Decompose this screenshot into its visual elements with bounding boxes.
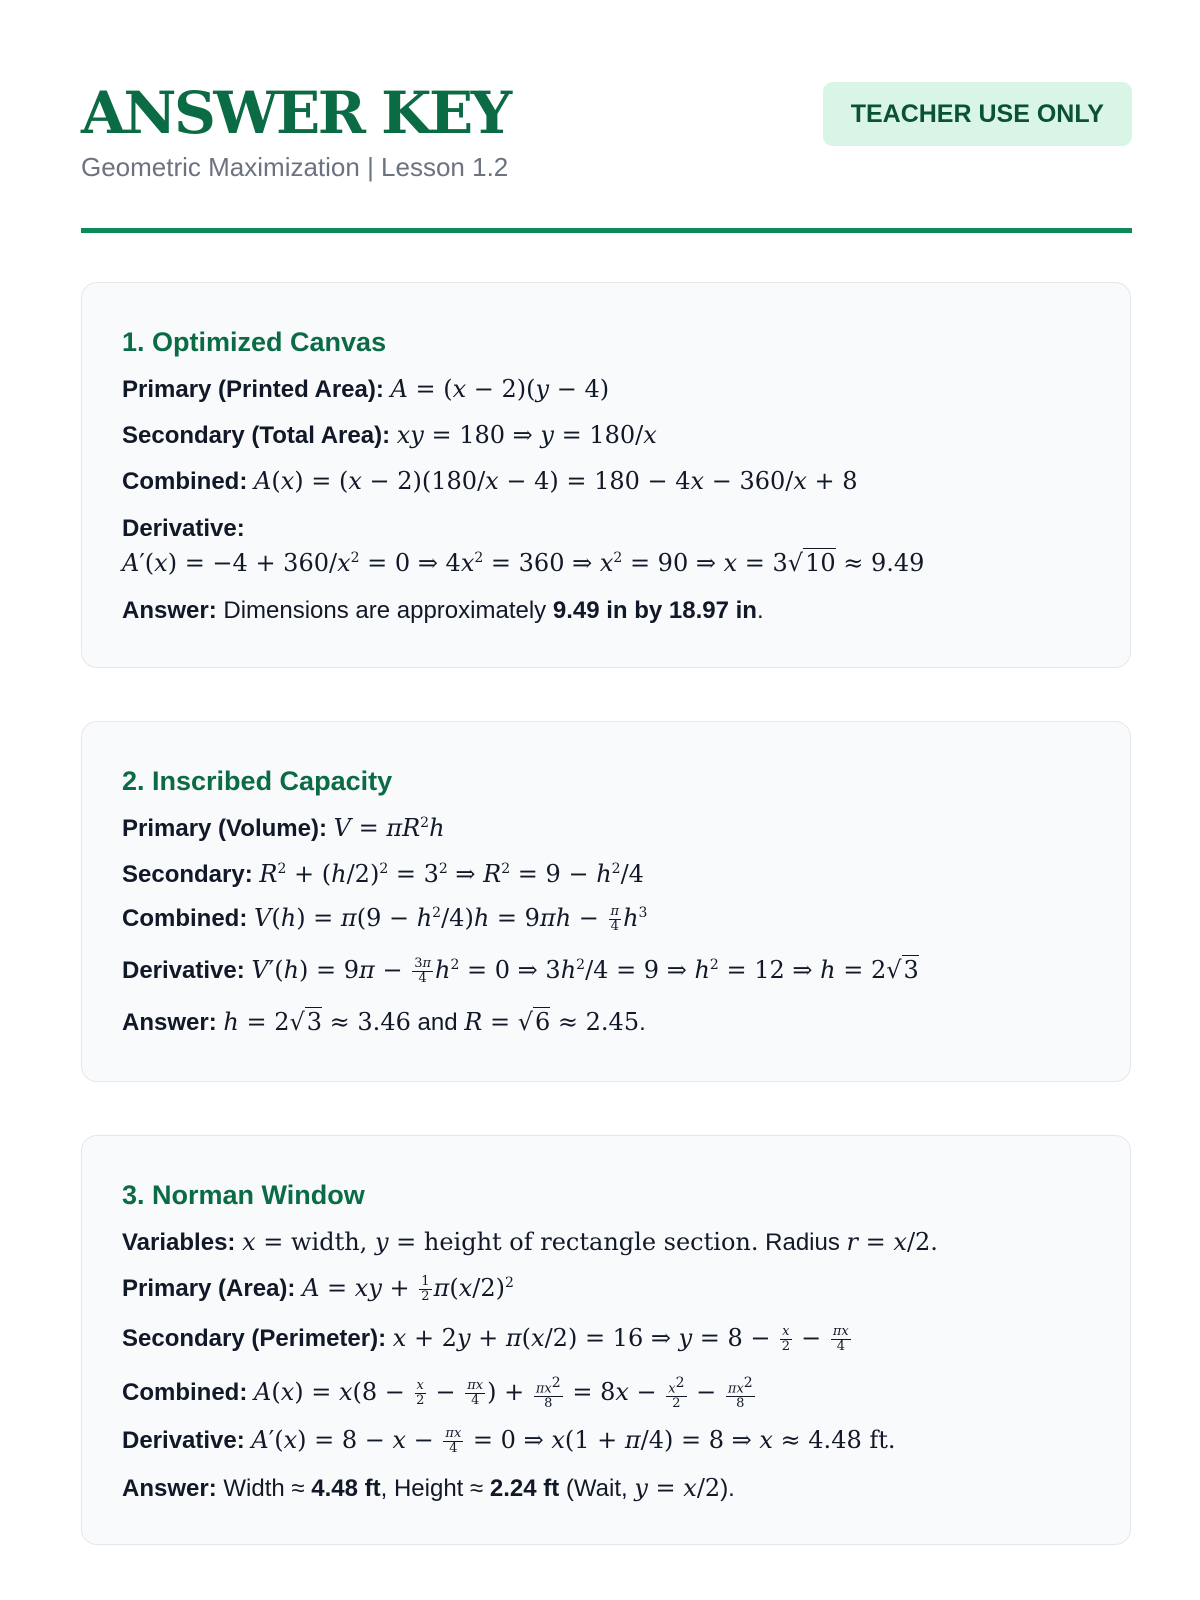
primary-equation <box>122 1274 514 1304</box>
formula: x + 2y + π(x/2) = 16 ⇒ y = 8 − $\frac{x}{2}$ − $\frac{\pi x}{4}$ <box>392 1324 849 1354</box>
header-divider <box>81 228 1132 233</box>
answer-line: Answer: Width ≈ 4.48 ft, Height ≈ 2.24 ft (Wait, y = x/2). <box>122 1474 735 1502</box>
problem-title: 3. Norman Window <box>122 1180 365 1210</box>
primary-label: Primary (Printed Area): <box>122 376 384 403</box>
secondary-label: Secondary (Perimeter): <box>122 1325 387 1352</box>
derivative-label: Derivative: <box>122 957 245 984</box>
answer-line <box>122 597 764 625</box>
answer-suffix: . <box>756 597 764 624</box>
page-title: ANSWER KEY <box>81 79 510 147</box>
teacher-use-badge: TEACHER USE ONLY <box>823 82 1132 146</box>
formula: R = √6 ≈ 2.45 <box>464 1008 640 1036</box>
width-value: 4.48 ft <box>311 1475 381 1502</box>
primary-equation <box>122 375 609 404</box>
variables-line <box>122 1228 938 1257</box>
answer-label: Answer: <box>122 597 217 624</box>
secondary-equation <box>122 1324 853 1354</box>
secondary-label: Secondary (Total Area): <box>122 422 391 449</box>
formula: A(x) = (x − 2)(180/x − 4) = 180 − 4x − 360/x + 8 <box>254 467 858 495</box>
problem-title: 1. Optimized Canvas <box>122 327 387 357</box>
formula: xy = 180 ⇒ y = 180/x <box>396 421 657 449</box>
combined-equation <box>122 1376 757 1411</box>
header <box>81 80 1132 240</box>
combined-label: Combined: <box>122 468 248 495</box>
answer-prefix: Dimensions are approximately <box>223 597 547 624</box>
problem-title: 2. Inscribed Capacity <box>122 766 393 796</box>
variables-label: Variables: <box>122 1229 236 1256</box>
answer-join: and <box>417 1009 458 1036</box>
formula: A(x) = x(8 − $\frac{x}{2}$ − $\frac{\pi x}{4}$ ) + $\frac{\pi x^2}{8}$ = 8x − $\frac{x^2}{2}$ − $\frac{\pi x^2}{8}$ <box>254 1375 753 1411</box>
answer-value: 9.49 in by 18.97 in <box>552 597 757 624</box>
formula: x = width, y = height of rectangle section. <box>242 1228 759 1256</box>
secondary-equation <box>122 860 644 889</box>
formula: h = 2√3 ≈ 3.46 <box>223 1008 411 1036</box>
problem-card-2 <box>81 721 1131 1082</box>
derivative-equation <box>122 1426 896 1456</box>
formula: V′(h) = 9π − $\frac{3\pi}{4}$ $h^2 = 0$ ⇒ $3h^2/4 = 9$ ⇒ $h^2 = 12$ ⇒ h = 2√3 <box>251 956 919 986</box>
formula: $R^2 + (h/2)^2 = 3^2$ ⇒ $R^2 = 9 - h^2/4$ <box>259 860 644 888</box>
primary-label: Primary (Volume): <box>122 815 327 842</box>
derivative-label-line <box>122 515 245 543</box>
combined-equation <box>122 904 647 934</box>
primary-label: Primary (Area): <box>122 1275 296 1302</box>
combined-label: Combined: <box>122 1378 248 1406</box>
problem-card-3 <box>81 1135 1131 1545</box>
combined-equation <box>122 467 858 496</box>
formula: A = (x − 2)(y − 4) <box>390 375 610 403</box>
formula: $A'(x) = -4 + 360/x^2 = 0$ ⇒ $4x^2 = 360$ ⇒ $x^2 = 90$ ⇒ x = 3√10 ≈ 9.49 <box>122 549 925 577</box>
derivative-equation <box>122 549 924 578</box>
answer-note-close: ). <box>720 1475 735 1502</box>
formula: $V = \pi R^2h$ <box>333 814 445 842</box>
formula: $V(h) = \pi(9 - h^2/4)h = 9\pi h$ − $\frac{\pi}{4}$ $h^3$ <box>254 904 648 934</box>
height-value: 2.24 ft <box>489 1475 560 1502</box>
derivative-label: Derivative: <box>122 1427 245 1454</box>
formula: r = x/2. <box>846 1228 938 1256</box>
answer-line: Answer: h = 2√3 ≈ 3.46 and R = √6 ≈ 2.45. <box>122 1008 646 1036</box>
secondary-label: Secondary: <box>122 861 253 888</box>
answer-label: Answer: <box>122 1009 217 1036</box>
radius-note: Radius <box>765 1229 840 1256</box>
formula: A′(x) = 8 − x − $\frac{\pi x}{4}$ = 0 ⇒ x(1 + π/4) = 8 ⇒ x ≈ 4.48 ft. <box>251 1426 896 1456</box>
problem-card-1 <box>81 282 1131 668</box>
combined-label: Combined: <box>122 905 248 932</box>
width-label: Width <box>223 1475 285 1502</box>
formula: y = x/2 <box>634 1474 721 1502</box>
answer-label: Answer: <box>122 1475 217 1502</box>
formula: A = xy + $\frac{1}{2}$ $\pi(x/2)^2$ <box>302 1274 514 1304</box>
secondary-equation <box>122 421 657 450</box>
derivative-label: Derivative: <box>122 515 245 542</box>
page-subtitle: Geometric Maximization | Lesson 1.2 <box>81 152 509 182</box>
height-label: Height <box>393 1475 464 1502</box>
answer-note-open: (Wait, <box>565 1475 628 1502</box>
primary-equation <box>122 814 445 843</box>
derivative-equation <box>122 956 919 986</box>
